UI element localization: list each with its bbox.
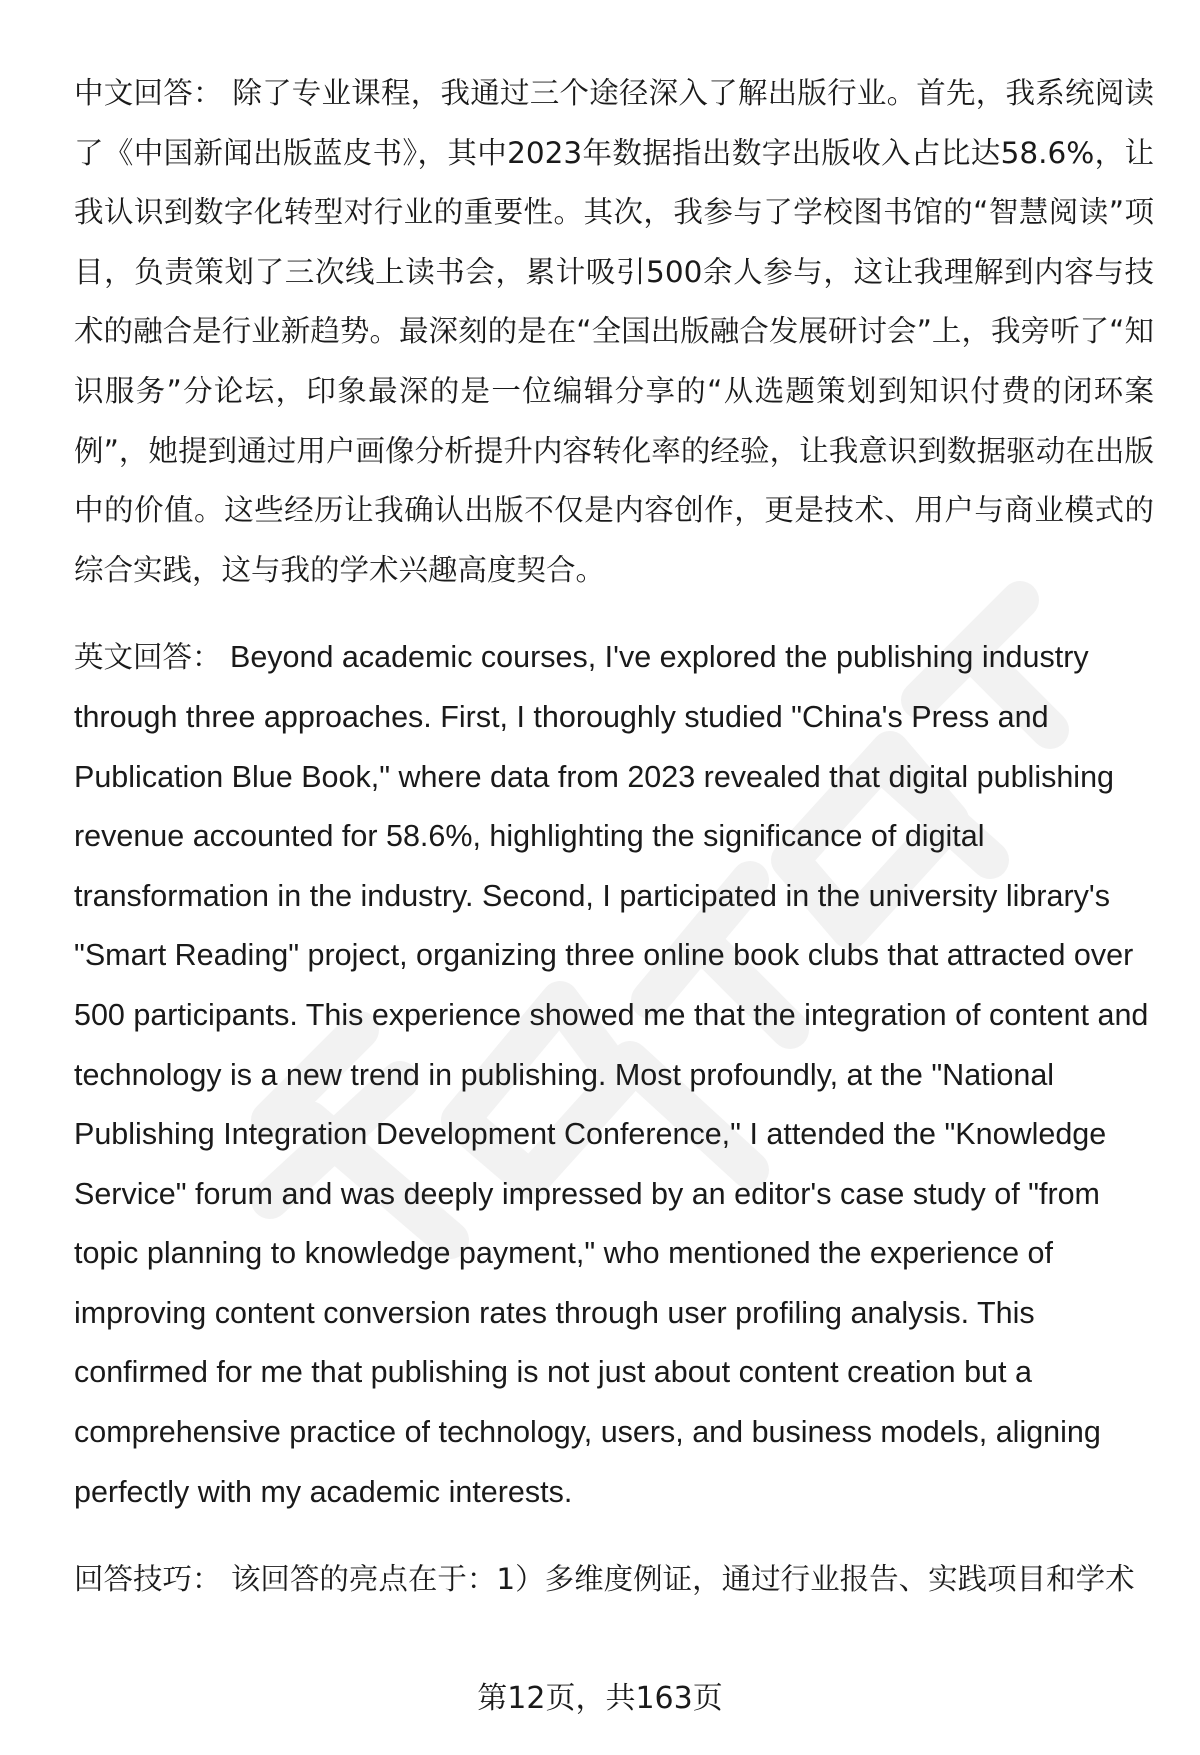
english-answer-paragraph <box>74 628 1154 1522</box>
chinese-answer-text: 除了专业课程，我通过三个途径深入了解出版行业。首先，我系统阅读了《中国新闻出版蓝皮书》，其中2023年数据指出数字出版收入占比达58.6%，让我认识到数字化转型对行业的重要性。其次，我参与了学校图书馆的“智慧阅读”项目，负责策划了三次线上读书会，累计吸引500余人参与，这让我理解到内容与技术的融合是行业新趋势。最深刻的是在“全国出版融合发展研讨会”上，我旁听了“知识服务”分论坛，印象最深的是一位编辑分享的“从选题策划到知识付费的闭环案例”，她提到通过用户画像分析提升内容转化率的经验，让我意识到数据驱动在出版中的价值。这些经历让我确认出版不仅是内容创作，更是技术、用户与商业模式的综合实践，这与我的学术兴趣高度契合。 <box>74 76 1154 587</box>
answer-tips-text: 该回答的亮点在于：1）多维度例证，通过行业报告、实践项目和学术 <box>230 1562 1135 1597</box>
chinese-answer-paragraph <box>74 64 1154 600</box>
document-body <box>74 64 1154 1610</box>
english-answer-text: Beyond academic courses, I've explored the publishing industry through three approaches. First, I thoroughly studied "China's Press and Publication Blue Book," where data from 2023 revealed that digital publishing revenue accounted for 58.6%, highlighting the significance of digital transformation in the industry. Second, I participated in the university library's "Smart Reading" project, organizing three online book clubs that attracted over 500 participants. This experience showed me that the integration of content and technology is a new trend in publishing. Most profoundly, at the "National Publishing Integration Development Conference," I attended the "Knowledge Service" forum and was deeply impressed by an editor's case study of "from topic planning to knowledge payment," who mentioned the experience of improving content conversion rates through user profiling analysis. This confirmed for me that publishing is not just about content creation but a comprehensive practice of technology, users, and business models, aligning perfectly with my academic interests. <box>74 640 1149 1509</box>
page-footer <box>0 1675 1200 1723</box>
english-answer-label: 英文回答： <box>74 640 222 675</box>
answer-tips-paragraph <box>74 1550 1154 1610</box>
answer-tips-label: 回答技巧： <box>74 1562 222 1597</box>
page-number-info: 第12页，共163页 <box>477 1681 723 1716</box>
chinese-answer-label: 中文回答： <box>74 76 223 110</box>
